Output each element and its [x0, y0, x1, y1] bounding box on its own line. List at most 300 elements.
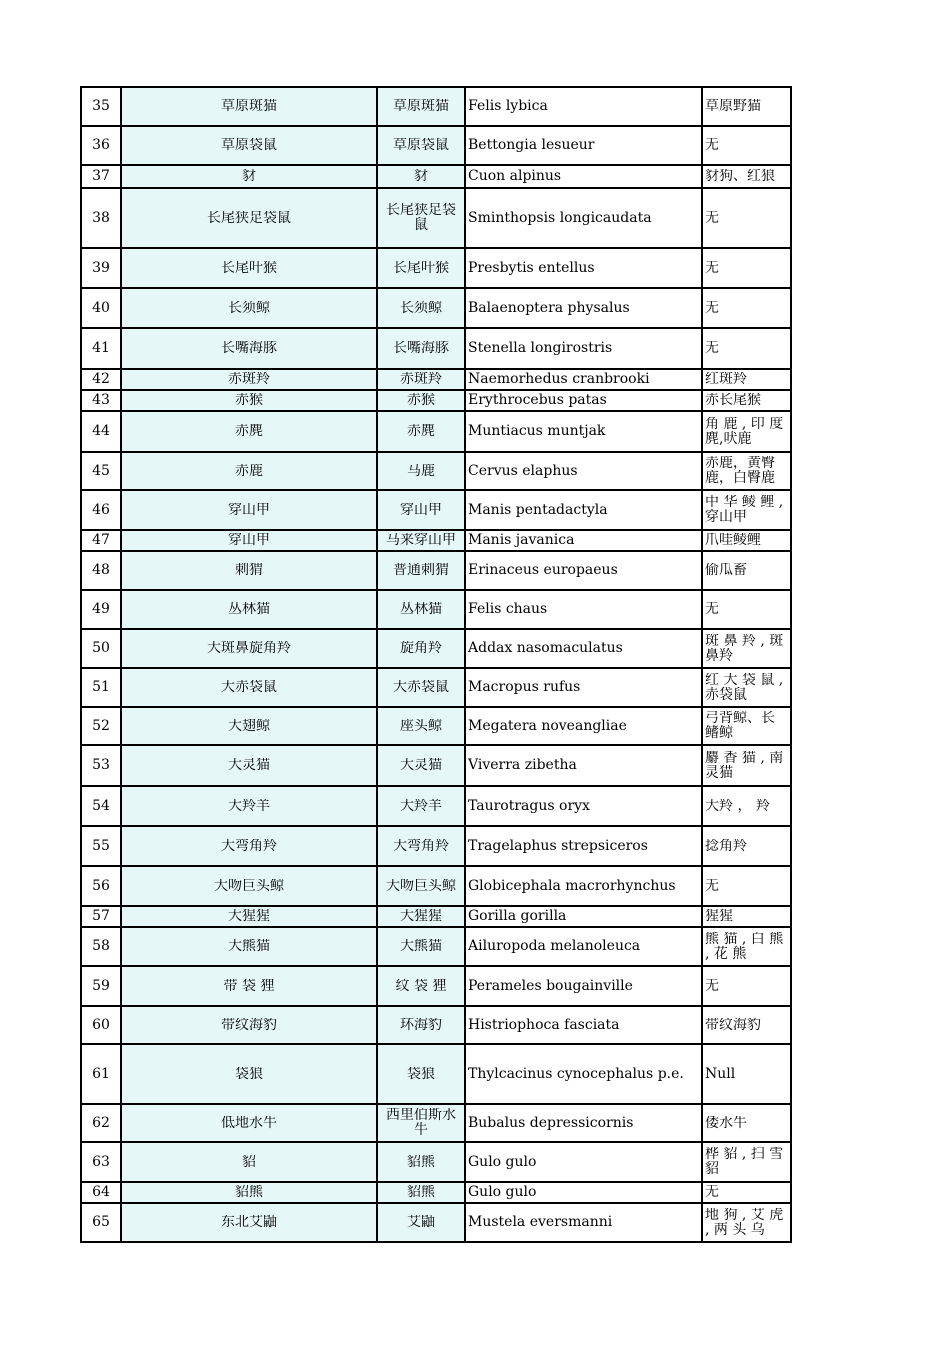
chinese-name-cell: [377, 530, 465, 551]
alias-names-cell: [702, 165, 791, 188]
chinese-name-cell: [377, 668, 465, 707]
alias-names-cell: [702, 188, 791, 248]
table-row: [81, 369, 791, 390]
alias-names-cell: [702, 906, 791, 927]
alias-names-cell: [702, 629, 791, 668]
row-number-cell: [81, 1006, 121, 1044]
latin-name: Gorilla gorilla: [468, 909, 567, 924]
alias-names-cell: [702, 1142, 791, 1182]
species-name: 大灵猫: [228, 758, 270, 773]
table-row: [81, 668, 791, 707]
species-name-cell: [121, 490, 377, 530]
alias-names-cell: [702, 1203, 791, 1242]
row-number-cell: [81, 530, 121, 551]
chinese-name: 大猩猩: [400, 909, 442, 924]
latin-name: Presbytis entellus: [468, 260, 595, 276]
table-row: [81, 966, 791, 1006]
row-number-cell: [81, 126, 121, 165]
table-row: [81, 530, 791, 551]
row-number-cell: [81, 369, 121, 390]
row-number-cell: [81, 927, 121, 966]
latin-name: Addax nasomaculatus: [468, 641, 623, 656]
species-name: 赤麂: [235, 424, 263, 439]
species-name-cell: [121, 1203, 377, 1242]
row-number-cell: [81, 165, 121, 188]
species-name-cell: [121, 590, 377, 629]
latin-name-cell: [465, 87, 702, 126]
chinese-name: 普通刺猬: [393, 563, 449, 578]
latin-name: Bubalus depressicornis: [468, 1115, 634, 1131]
latin-name-cell: [465, 530, 702, 551]
table-row: [81, 288, 791, 328]
table-row: [81, 87, 791, 126]
species-name: 带 袋 狸: [223, 978, 275, 994]
species-name-cell: [121, 87, 377, 126]
chinese-name: 马来穿山甲: [386, 533, 456, 548]
alias-names-cell: [702, 668, 791, 707]
row-number-cell: [81, 707, 121, 745]
alias-names-cell: [702, 369, 791, 390]
species-name: 东北艾鼬: [221, 1215, 277, 1230]
table-row: [81, 248, 791, 288]
species-name: 袋狼: [235, 1066, 263, 1082]
latin-name: Mustela eversmanni: [468, 1215, 613, 1230]
latin-name: Balaenoptera physalus: [468, 300, 630, 316]
alias-names: 赤长尾猴: [705, 393, 761, 408]
chinese-name-cell: [377, 248, 465, 288]
alias-names: 倭水牛: [705, 1115, 747, 1131]
row-number: 60: [92, 1017, 110, 1033]
table-row: [81, 590, 791, 629]
latin-name: Sminthopsis longicaudata: [468, 210, 652, 226]
species-name-cell: [121, 927, 377, 966]
species-name: 大赤袋鼠: [221, 680, 277, 695]
row-number: 39: [92, 260, 110, 276]
latin-name-cell: [465, 1182, 702, 1203]
row-number: 61: [92, 1066, 110, 1082]
alias-names: 无: [705, 878, 719, 894]
chinese-name: 赤猴: [407, 393, 435, 408]
chinese-name: 长尾狭足袋鼠: [386, 203, 456, 233]
chinese-name: 赤斑羚: [400, 372, 442, 387]
latin-name: Manis javanica: [468, 533, 575, 548]
alias-names-cell: [702, 745, 791, 786]
chinese-name: 草原袋鼠: [393, 138, 449, 153]
species-name: 豺: [242, 169, 256, 184]
species-name-cell: [121, 1182, 377, 1203]
chinese-name-cell: [377, 590, 465, 629]
row-number: 46: [92, 502, 110, 518]
chinese-name: 袋狼: [407, 1066, 435, 1082]
alias-names-cell: [702, 530, 791, 551]
latin-name-cell: [465, 1142, 702, 1182]
alias-names: 捻角羚: [705, 838, 747, 854]
species-name: 赤猴: [235, 393, 263, 408]
latin-name: Erinaceus europaeus: [468, 563, 618, 578]
species-name: 大羚羊: [228, 798, 270, 814]
row-number: 50: [92, 641, 110, 656]
chinese-name-cell: [377, 826, 465, 866]
alias-names: 斑 鼻 羚 , 斑 鼻羚: [705, 633, 784, 664]
row-number-cell: [81, 188, 121, 248]
table-row: [81, 1142, 791, 1182]
chinese-name-cell: [377, 1006, 465, 1044]
latin-name-cell: [465, 1104, 702, 1142]
row-number: 43: [92, 393, 110, 408]
latin-name-cell: [465, 248, 702, 288]
table-row: [81, 906, 791, 927]
alias-names: 红 大 袋 鼠 , 赤袋鼠: [705, 672, 784, 703]
chinese-name: 环海豹: [400, 1017, 442, 1033]
chinese-name: 草原斑猫: [393, 99, 449, 114]
latin-name-cell: [465, 390, 702, 411]
chinese-name-cell: [377, 629, 465, 668]
row-number: 49: [92, 602, 110, 617]
table-row: [81, 490, 791, 530]
species-name-cell: [121, 668, 377, 707]
latin-name: Globicephala macrorhynchus: [468, 878, 676, 894]
latin-name: Tragelaphus strepsiceros: [468, 838, 648, 854]
species-name: 长尾叶猴: [221, 260, 277, 276]
row-number-cell: [81, 1104, 121, 1142]
latin-name-cell: [465, 188, 702, 248]
alias-names-cell: [702, 1182, 791, 1203]
chinese-name-cell: [377, 745, 465, 786]
alias-names-cell: [702, 786, 791, 826]
latin-name: Cervus elaphus: [468, 463, 578, 479]
row-number-cell: [81, 87, 121, 126]
species-name-cell: [121, 369, 377, 390]
alias-names-cell: [702, 1104, 791, 1142]
alias-names: 地 狗 , 艾 虎 , 两 头 乌: [705, 1207, 784, 1238]
row-number-cell: [81, 668, 121, 707]
alias-names: 中 华 鲮 鲤 , 穿山甲: [705, 495, 784, 525]
species-name: 赤鹿: [235, 463, 263, 479]
chinese-name: 长尾叶猴: [393, 260, 449, 276]
row-number-cell: [81, 866, 121, 906]
species-table-body: [81, 87, 791, 1242]
row-number: 56: [92, 878, 110, 894]
latin-name-cell: [465, 668, 702, 707]
alias-names-cell: [702, 551, 791, 590]
chinese-name-cell: [377, 966, 465, 1006]
latin-name: Felis lybica: [468, 99, 548, 114]
chinese-name: 长须鲸: [400, 300, 442, 316]
species-name-cell: [121, 906, 377, 927]
latin-name: Taurotragus oryx: [468, 798, 590, 814]
latin-name-cell: [465, 745, 702, 786]
alias-names-cell: [702, 411, 791, 452]
latin-name-cell: [465, 786, 702, 826]
species-name: 大翅鲸: [228, 718, 270, 734]
row-number-cell: [81, 826, 121, 866]
alias-names: 弓背鲸、长鳍鲸: [705, 711, 775, 741]
species-name-cell: [121, 390, 377, 411]
row-number: 37: [92, 169, 110, 184]
table-row: [81, 551, 791, 590]
species-name-cell: [121, 707, 377, 745]
alias-names: 无: [705, 978, 719, 994]
row-number-cell: [81, 745, 121, 786]
alias-names-cell: [702, 390, 791, 411]
row-number: 52: [92, 718, 110, 734]
chinese-name-cell: [377, 188, 465, 248]
alias-names-cell: [702, 1006, 791, 1044]
table-row: [81, 707, 791, 745]
latin-name: Ailuropoda melanoleuca: [468, 939, 641, 954]
species-name: 穿山甲: [228, 533, 270, 548]
row-number: 57: [92, 909, 110, 924]
species-name: 赤斑羚: [228, 372, 270, 387]
table-row: [81, 188, 791, 248]
species-name-cell: [121, 629, 377, 668]
species-name-cell: [121, 328, 377, 369]
row-number-cell: [81, 411, 121, 452]
alias-names-cell: [702, 452, 791, 490]
species-name-cell: [121, 188, 377, 248]
species-name: 草原袋鼠: [221, 138, 277, 153]
species-name: 大吻巨头鲸: [214, 878, 284, 894]
row-number: 58: [92, 939, 110, 954]
row-number-cell: [81, 248, 121, 288]
latin-name: Perameles bougainville: [468, 978, 633, 994]
species-name-cell: [121, 126, 377, 165]
latin-name-cell: [465, 826, 702, 866]
latin-name: Macropus rufus: [468, 680, 581, 695]
species-name-cell: [121, 745, 377, 786]
latin-name: Gulo gulo: [468, 1185, 537, 1200]
alias-names: 赤鹿，黄臀鹿，白臀鹿: [705, 456, 775, 486]
chinese-name-cell: [377, 1182, 465, 1203]
row-number-cell: [81, 452, 121, 490]
row-number: 59: [92, 978, 110, 994]
row-number-cell: [81, 1203, 121, 1242]
row-number: 44: [92, 424, 110, 439]
species-name: 刺猬: [235, 563, 263, 578]
chinese-name: 长嘴海豚: [393, 341, 449, 356]
table-row: [81, 866, 791, 906]
species-name: 大猩猩: [228, 909, 270, 924]
table-row: [81, 1006, 791, 1044]
row-number: 47: [92, 533, 110, 548]
table-row: [81, 328, 791, 369]
latin-name-cell: [465, 1044, 702, 1104]
chinese-name-cell: [377, 328, 465, 369]
chinese-name: 赤麂: [407, 424, 435, 439]
latin-name-cell: [465, 165, 702, 188]
table-row: [81, 390, 791, 411]
table-row: [81, 411, 791, 452]
chinese-name: 马鹿: [407, 463, 435, 479]
latin-name: Megatera noveangliae: [468, 718, 627, 734]
alias-names: 猩猩: [705, 909, 733, 924]
chinese-name: 大赤袋鼠: [393, 680, 449, 695]
chinese-name: 貂熊: [407, 1185, 435, 1200]
chinese-name-cell: [377, 390, 465, 411]
alias-names-cell: [702, 328, 791, 369]
alias-names: 无: [705, 210, 719, 226]
latin-name-cell: [465, 966, 702, 1006]
row-number: 62: [92, 1115, 110, 1131]
alias-names: 无: [705, 260, 719, 276]
chinese-name-cell: [377, 411, 465, 452]
chinese-name-cell: [377, 866, 465, 906]
row-number: 38: [92, 210, 110, 226]
table-row: [81, 452, 791, 490]
chinese-name: 艾鼬: [407, 1215, 435, 1230]
alias-names: 草原野猫: [705, 99, 761, 114]
chinese-name-cell: [377, 906, 465, 927]
table-row: [81, 745, 791, 786]
alias-names: 爪哇鲮鲤: [705, 533, 761, 548]
alias-names-cell: [702, 966, 791, 1006]
row-number-cell: [81, 1044, 121, 1104]
chinese-name-cell: [377, 927, 465, 966]
chinese-name: 西里伯斯水牛: [386, 1108, 456, 1138]
latin-name: Gulo gulo: [468, 1154, 537, 1170]
row-number-cell: [81, 390, 121, 411]
species-name-cell: [121, 288, 377, 328]
alias-names: 偷瓜畜: [705, 563, 747, 578]
latin-name: Histriophoca fasciata: [468, 1017, 620, 1033]
table-row: [81, 786, 791, 826]
row-number: 40: [92, 300, 110, 316]
row-number-cell: [81, 490, 121, 530]
table-row: [81, 826, 791, 866]
chinese-name: 貂熊: [407, 1154, 435, 1170]
chinese-name: 大灵猫: [400, 758, 442, 773]
row-number-cell: [81, 786, 121, 826]
alias-names: 麝 香 猫 , 南 灵猫: [705, 750, 784, 781]
species-name-cell: [121, 1142, 377, 1182]
alias-names: 角 鹿 , 印 度 麂,吠鹿: [705, 416, 784, 447]
species-name: 大熊猫: [228, 939, 270, 954]
chinese-name-cell: [377, 490, 465, 530]
chinese-name: 大吻巨头鲸: [386, 878, 456, 894]
row-number: 45: [92, 463, 110, 479]
species-name: 低地水牛: [221, 1115, 277, 1131]
species-name-cell: [121, 966, 377, 1006]
table-row: [81, 1203, 791, 1242]
chinese-name-cell: [377, 87, 465, 126]
row-number: 64: [92, 1185, 110, 1200]
row-number-cell: [81, 551, 121, 590]
row-number: 42: [92, 372, 110, 387]
chinese-name-cell: [377, 551, 465, 590]
chinese-name-cell: [377, 288, 465, 328]
species-name-cell: [121, 551, 377, 590]
alias-names: 无: [705, 1185, 719, 1200]
alias-names: 带纹海豹: [705, 1017, 761, 1033]
table-row: [81, 165, 791, 188]
row-number-cell: [81, 590, 121, 629]
chinese-name-cell: [377, 1203, 465, 1242]
latin-name-cell: [465, 866, 702, 906]
chinese-name-cell: [377, 1104, 465, 1142]
row-number-cell: [81, 1182, 121, 1203]
species-name: 穿山甲: [228, 502, 270, 518]
row-number: 41: [92, 341, 110, 356]
species-name: 长嘴海豚: [221, 341, 277, 356]
row-number: 54: [92, 798, 110, 814]
latin-name: Naemorhedus cranbrooki: [468, 372, 650, 387]
species-name-cell: [121, 826, 377, 866]
latin-name-cell: [465, 1203, 702, 1242]
alias-names-cell: [702, 826, 791, 866]
row-number: 53: [92, 758, 110, 773]
alias-names: 桦 貂 , 扫 雪 貂: [705, 1147, 784, 1177]
species-table: [80, 86, 792, 1243]
species-name: 草原斑猫: [221, 99, 277, 114]
latin-name: Felis chaus: [468, 602, 548, 617]
species-name-cell: [121, 248, 377, 288]
row-number-cell: [81, 966, 121, 1006]
latin-name-cell: [465, 1006, 702, 1044]
latin-name: Viverra zibetha: [468, 758, 577, 773]
latin-name-cell: [465, 927, 702, 966]
chinese-name-cell: [377, 1044, 465, 1104]
species-name-cell: [121, 411, 377, 452]
alias-names-cell: [702, 1044, 791, 1104]
row-number: 48: [92, 563, 110, 578]
chinese-name: 丛林猫: [400, 602, 442, 617]
table-row: [81, 1104, 791, 1142]
latin-name-cell: [465, 452, 702, 490]
latin-name: Manis pentadactyla: [468, 502, 608, 518]
row-number-cell: [81, 288, 121, 328]
species-name: 大弯角羚: [221, 838, 277, 854]
chinese-name: 纹 袋 狸: [395, 978, 447, 994]
row-number: 35: [92, 99, 110, 114]
latin-name: Bettongia lesueur: [468, 138, 595, 153]
chinese-name-cell: [377, 786, 465, 826]
species-name-cell: [121, 165, 377, 188]
alias-names: 无: [705, 602, 719, 617]
alias-names-cell: [702, 248, 791, 288]
chinese-name: 穿山甲: [400, 502, 442, 518]
latin-name: Erythrocebus patas: [468, 393, 607, 408]
latin-name: Stenella longirostris: [468, 341, 613, 356]
species-name-cell: [121, 530, 377, 551]
alias-names-cell: [702, 927, 791, 966]
alias-names-cell: [702, 590, 791, 629]
row-number-cell: [81, 328, 121, 369]
species-name-cell: [121, 786, 377, 826]
alias-names-cell: [702, 87, 791, 126]
table-row: [81, 126, 791, 165]
chinese-name-cell: [377, 369, 465, 390]
species-name-cell: [121, 1044, 377, 1104]
species-name: 貂熊: [235, 1185, 263, 1200]
latin-name-cell: [465, 906, 702, 927]
row-number: 65: [92, 1215, 110, 1230]
alias-names: 无: [705, 341, 719, 356]
table-row: [81, 629, 791, 668]
alias-names: 大羚 ， 羚: [705, 798, 770, 814]
row-number: 36: [92, 138, 110, 153]
alias-names-cell: [702, 288, 791, 328]
species-name: 长须鲸: [228, 300, 270, 316]
alias-names-cell: [702, 126, 791, 165]
latin-name-cell: [465, 551, 702, 590]
species-name-cell: [121, 866, 377, 906]
alias-names: 无: [705, 300, 719, 316]
table-row: [81, 927, 791, 966]
latin-name-cell: [465, 707, 702, 745]
row-number: 63: [92, 1154, 110, 1170]
latin-name-cell: [465, 490, 702, 530]
species-name: 大斑鼻旋角羚: [207, 641, 291, 656]
